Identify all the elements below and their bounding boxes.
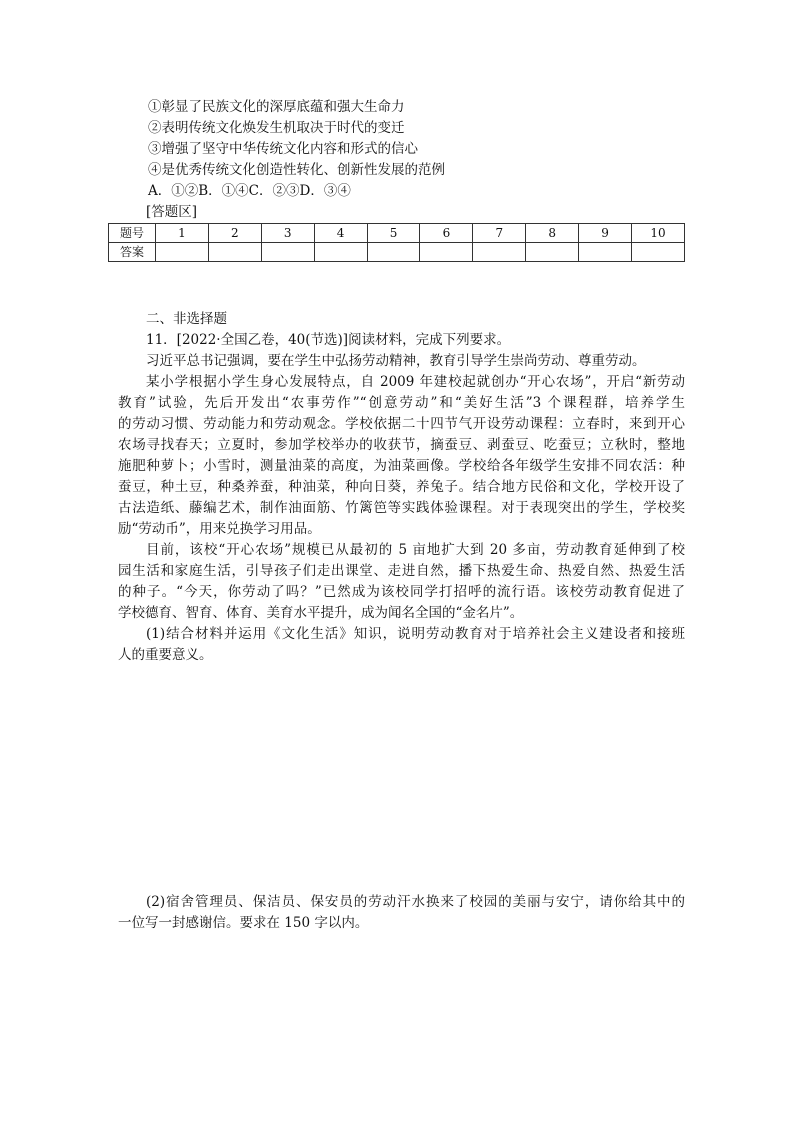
section-title: 二、非选择题 — [146, 311, 227, 327]
answer-choices: A．①②B．①④C．②③D．③④ — [148, 183, 351, 199]
option-3: ③增强了坚守中华传统文化内容和形式的信心 — [148, 141, 418, 157]
subquestion-1-line-2: 人的重要意义。 — [118, 647, 213, 663]
material-paragraph-1: 习近平总书记强调，要在学生中弘扬劳动精神，教育引导学生崇尚劳动、尊重劳动。 — [146, 353, 646, 369]
subquestion-2-line-1: (2)宿舍管理员、保洁员、保安员的劳动汗水换来了校园的美丽与安宁，请你给其中的 — [146, 894, 685, 910]
number-cell: 9 — [579, 224, 632, 243]
material-p3-line-2: 园生活和家庭生活，引导孩子们走出课堂、走进自然，播下热爱生命、热爱自然、热爱生活 — [118, 563, 685, 579]
answer-cell[interactable] — [420, 243, 473, 262]
number-cell: 10 — [632, 224, 685, 243]
material-p2-line-7: 古法造纸、藤编艺术，制作油面筋、竹篱笆等实践体验课程。对于表现突出的学生，学校奖 — [118, 500, 685, 516]
option-2: ②表明传统文化焕发生机取决于时代的变迁 — [148, 120, 405, 136]
material-p2-line-6: 蚕豆，种土豆，种桑养蚕，种油菜，种向日葵，养兔子。结合地方民俗和文化，学校开设了 — [118, 479, 685, 495]
answer-area-label: [答题区] — [146, 204, 198, 220]
number-cell: 5 — [367, 224, 420, 243]
answer-cell[interactable] — [579, 243, 632, 262]
row-header-number: 题号 — [109, 224, 156, 243]
material-p2-line-1: 某小学根据小学生身心发展特点，自 2009 年建校起就创办“开心农场”，开启“新劳动 — [146, 374, 685, 390]
subquestion-1-line-1: (1)结合材料并运用《文化生活》知识，说明劳动教育对于培养社会主义建设者和接班 — [146, 626, 685, 642]
material-p3-line-1: 目前，该校“开心农场”规模已从最初的 5 亩地扩大到 20 多亩，劳动教育延伸到了校 — [146, 542, 685, 558]
number-cell: 7 — [473, 224, 526, 243]
material-p2-line-4: 农场寻找春天；立夏时，参加学校举办的收获节，摘蚕豆、剥蚕豆、吃蚕豆；立秋时，整地 — [118, 437, 685, 453]
subquestion-2-line-2: 一位写一封感谢信。要求在 150 字以内。 — [118, 915, 369, 931]
number-cell: 8 — [526, 224, 579, 243]
material-p3-line-3: 的种子。“今天，你劳动了吗？”已然成为该校同学打招呼的流行语。该校劳动教育促进了 — [118, 584, 685, 600]
material-p2-line-5: 施肥种萝卜；小雪时，测量油菜的高度，为油菜画像。学校给各年级学生安排不同农活：种 — [118, 458, 685, 474]
material-p2-line-8: 励“劳动币”，用来兑换学习用品。 — [118, 521, 321, 537]
number-cell: 4 — [314, 224, 367, 243]
answer-cell[interactable] — [632, 243, 685, 262]
material-p3-line-4: 学校德育、智育、体育、美育水平提升，成为闻名全国的“金名片”。 — [118, 605, 524, 621]
answer-row — [109, 243, 685, 262]
answer-cell[interactable] — [367, 243, 420, 262]
answer-cell[interactable] — [208, 243, 261, 262]
answer-table — [108, 223, 685, 262]
material-p2-line-2: 教育”试验，先后开发出“农事劳作”“创意劳动”和“美好生活”3 个课程群，培养学生 — [118, 395, 685, 411]
answer-cell[interactable] — [261, 243, 314, 262]
row-header-answer: 答案 — [109, 243, 156, 262]
question-title: 11．[2022·全国乙卷，40(节选)]阅读材料，完成下列要求。 — [146, 332, 511, 348]
number-cell: 3 — [261, 224, 314, 243]
answer-cell[interactable] — [526, 243, 579, 262]
option-4: ④是优秀传统文化创造性转化、创新性发展的范例 — [148, 162, 445, 178]
number-cell: 2 — [208, 224, 261, 243]
material-p2-line-3: 的劳动习惯、劳动能力和劳动观念。学校依据二十四节气开设劳动课程：立春时，来到开心 — [118, 416, 685, 432]
number-cell: 6 — [420, 224, 473, 243]
question-number-row — [109, 224, 685, 243]
answer-cell[interactable] — [156, 243, 209, 262]
answer-cell[interactable] — [473, 243, 526, 262]
answer-space-1[interactable] — [118, 670, 685, 885]
answer-space-2[interactable] — [118, 940, 685, 1100]
answer-cell[interactable] — [314, 243, 367, 262]
number-cell: 1 — [156, 224, 209, 243]
option-1: ①彰显了民族文化的深厚底蕴和强大生命力 — [148, 99, 405, 115]
